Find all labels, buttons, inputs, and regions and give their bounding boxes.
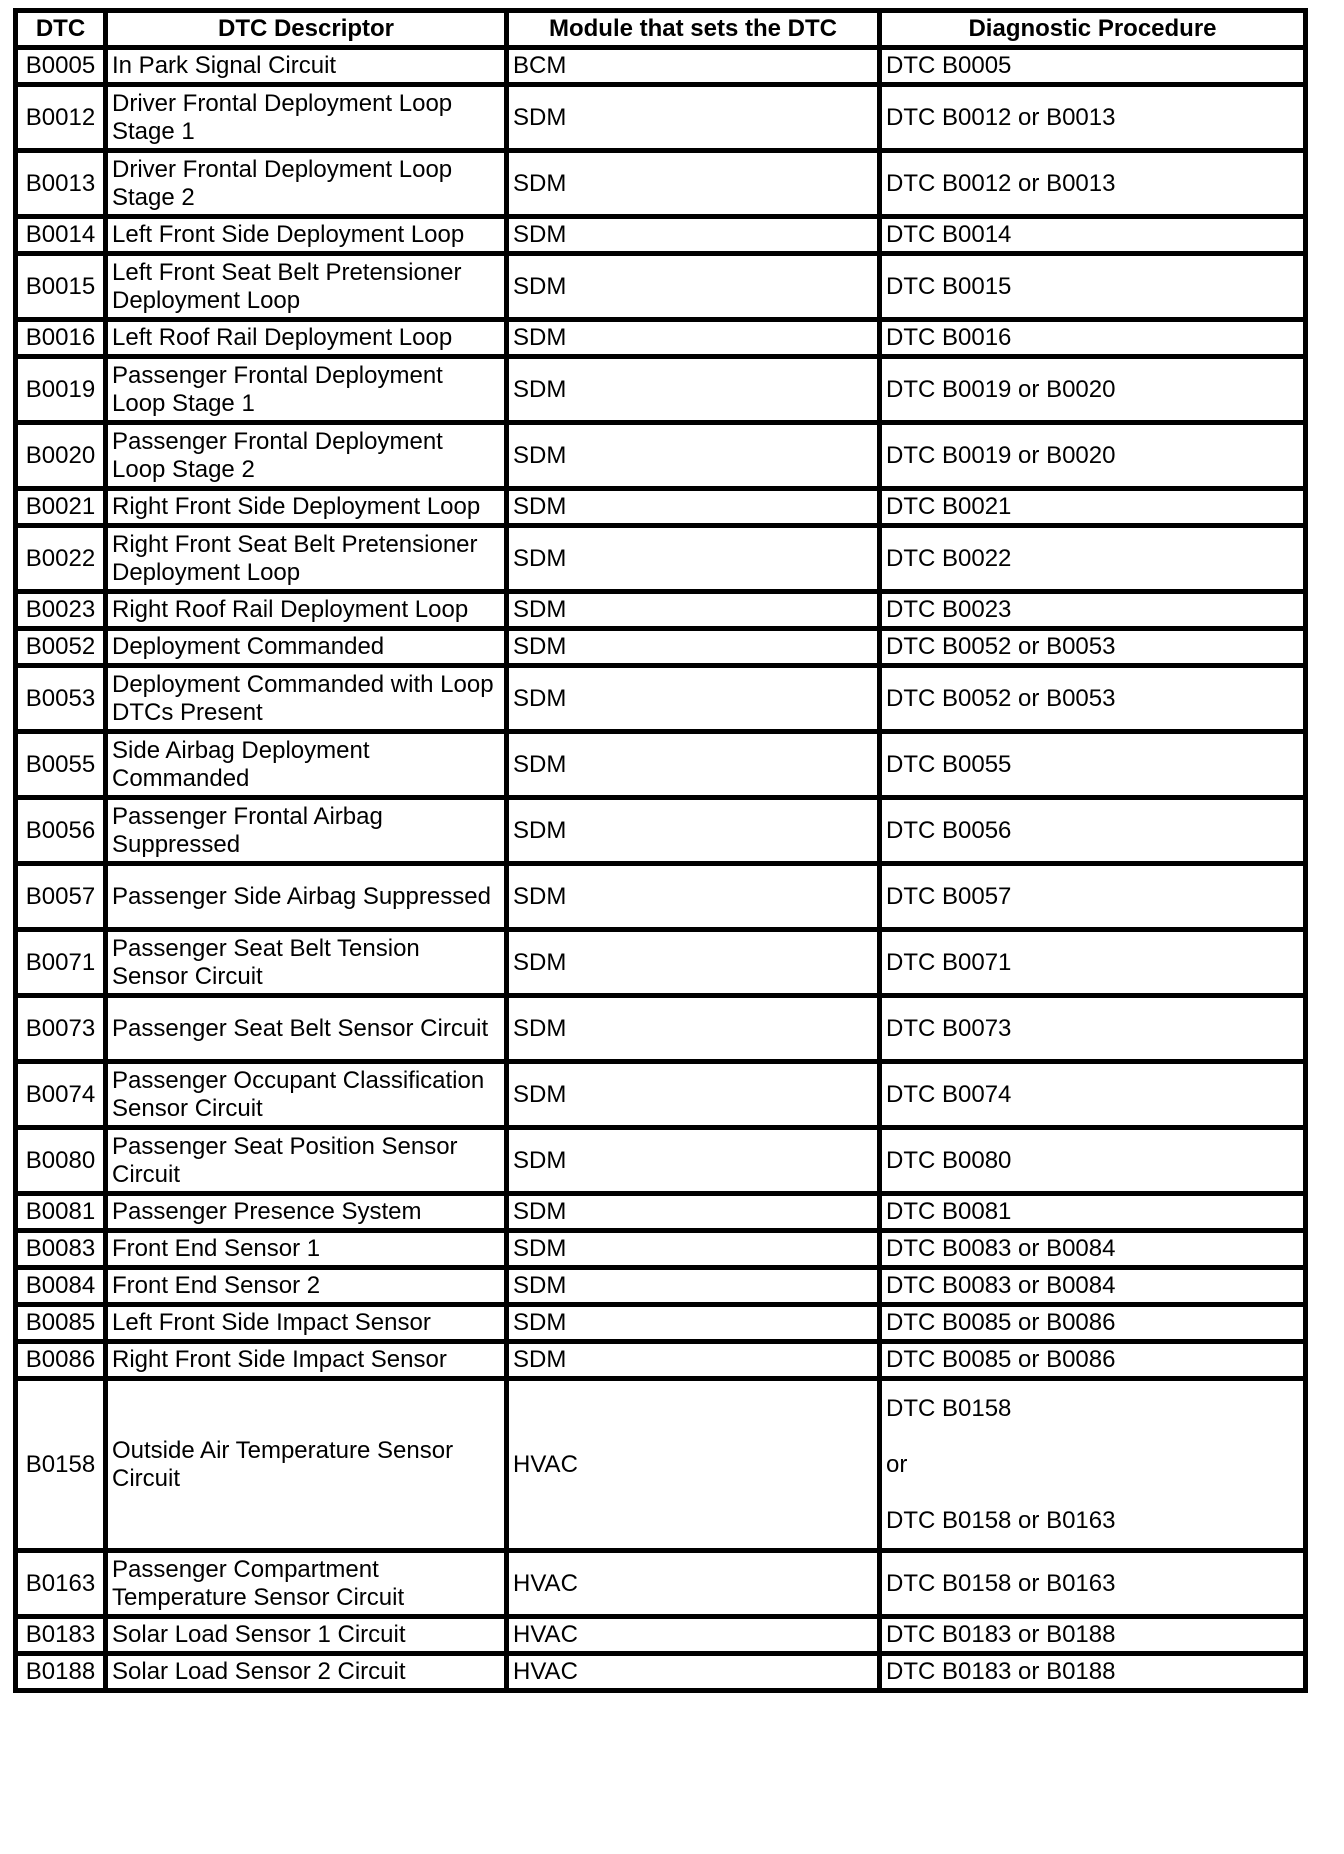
dtc-code-cell: B0023	[16, 592, 106, 629]
procedure-link[interactable]: DTC B0022	[886, 544, 1012, 572]
dtc-code-cell: B0073	[16, 996, 106, 1062]
diagnostic-procedure-cell	[880, 151, 1306, 217]
dtc-descriptor-cell: Passenger Occupant Classification Sensor Circuit	[106, 1062, 507, 1128]
dtc-descriptor-cell: Passenger Frontal Deployment Loop Stage 2	[106, 423, 507, 489]
procedure-link[interactable]: DTC B0021	[886, 493, 1012, 520]
diagnostic-procedure-cell	[880, 254, 1306, 320]
table-row	[16, 1342, 1306, 1379]
procedure-link	[886, 1423, 1299, 1451]
table-row	[16, 666, 1306, 732]
procedure-link[interactable]: DTC B0052 or B0053	[886, 684, 1116, 712]
procedure-link[interactable]: DTC B0019 or B0020	[886, 441, 1116, 469]
procedure-link[interactable]: DTC B0158	[886, 1394, 1012, 1422]
table-row	[16, 217, 1306, 254]
table-row	[16, 1654, 1306, 1691]
dtc-code-cell: B0158	[16, 1379, 106, 1551]
procedure-link[interactable]: DTC B0073	[886, 1014, 1012, 1042]
table-row	[16, 732, 1306, 798]
module-cell: SDM	[507, 254, 880, 320]
table-row	[16, 423, 1306, 489]
table-row	[16, 1551, 1306, 1617]
module-cell: SDM	[507, 930, 880, 996]
dtc-code-cell: B0016	[16, 320, 106, 357]
module-cell: SDM	[507, 1194, 880, 1231]
diagnostic-procedure-cell	[880, 48, 1306, 85]
dtc-code-cell: B0013	[16, 151, 106, 217]
dtc-descriptor-cell: Solar Load Sensor 2 Circuit	[106, 1654, 507, 1691]
module-cell: HVAC	[507, 1551, 880, 1617]
procedure-link[interactable]: DTC B0056	[886, 816, 1012, 844]
module-cell: SDM	[507, 798, 880, 864]
procedure-link[interactable]: DTC B0080	[886, 1146, 1012, 1174]
procedure-link[interactable]: DTC B0083 or B0084	[886, 1235, 1116, 1262]
table-row	[16, 151, 1306, 217]
table-row	[16, 592, 1306, 629]
procedure-link[interactable]: DTC B0085 or B0086	[886, 1309, 1116, 1336]
header-descriptor: DTC Descriptor	[106, 11, 507, 48]
procedure-link[interactable]: DTC B0074	[886, 1080, 1012, 1108]
table-body	[16, 48, 1306, 1691]
table-row	[16, 1062, 1306, 1128]
module-cell: SDM	[507, 592, 880, 629]
procedure-link[interactable]: DTC B0183 or B0188	[886, 1658, 1116, 1685]
dtc-descriptor-cell: Left Front Side Impact Sensor	[106, 1305, 507, 1342]
diagnostic-procedure-cell	[880, 526, 1306, 592]
module-cell: SDM	[507, 629, 880, 666]
diagnostic-procedure-cell	[880, 320, 1306, 357]
dtc-code-cell: B0056	[16, 798, 106, 864]
module-cell: SDM	[507, 1342, 880, 1379]
dtc-code-cell: B0053	[16, 666, 106, 732]
dtc-descriptor-cell: Passenger Seat Position Sensor Circuit	[106, 1128, 507, 1194]
dtc-descriptor-cell: Front End Sensor 1	[106, 1231, 507, 1268]
procedure-link[interactable]: DTC B0158 or B0163	[886, 1506, 1116, 1534]
module-cell: SDM	[507, 996, 880, 1062]
module-cell: SDM	[507, 1268, 880, 1305]
dtc-descriptor-cell: Side Airbag Deployment Commanded	[106, 732, 507, 798]
dtc-code-cell: B0163	[16, 1551, 106, 1617]
dtc-descriptor-cell: Deployment Commanded with Loop DTCs Present	[106, 666, 507, 732]
module-cell: SDM	[507, 1062, 880, 1128]
procedure-link[interactable]: DTC B0158 or B0163	[886, 1569, 1116, 1597]
module-cell: SDM	[507, 732, 880, 798]
module-cell: SDM	[507, 1231, 880, 1268]
table-row	[16, 85, 1306, 151]
procedure-link[interactable]: DTC B0071	[886, 948, 1012, 976]
diagnostic-procedure-cell	[880, 592, 1306, 629]
table-row	[16, 629, 1306, 666]
diagnostic-procedure-cell	[880, 85, 1306, 151]
procedure-link[interactable]: DTC B0183 or B0188	[886, 1621, 1116, 1648]
dtc-code-cell: B0083	[16, 1231, 106, 1268]
dtc-code-cell: B0022	[16, 526, 106, 592]
table-row	[16, 254, 1306, 320]
dtc-descriptor-cell: In Park Signal Circuit	[106, 48, 507, 85]
procedure-link[interactable]: DTC B0023	[886, 596, 1012, 623]
dtc-code-cell: B0052	[16, 629, 106, 666]
dtc-descriptor-cell: Right Front Side Impact Sensor	[106, 1342, 507, 1379]
dtc-code-cell: B0188	[16, 1654, 106, 1691]
diagnostic-procedure-cell	[880, 1654, 1306, 1691]
diagnostic-procedure-cell	[880, 930, 1306, 996]
module-cell: SDM	[507, 85, 880, 151]
dtc-descriptor-cell: Right Front Side Deployment Loop	[106, 489, 507, 526]
header-procedure: Diagnostic Procedure	[880, 11, 1306, 48]
diagnostic-procedure-cell	[880, 1379, 1306, 1551]
module-cell: SDM	[507, 1128, 880, 1194]
table-row	[16, 320, 1306, 357]
diagnostic-procedure-cell	[880, 798, 1306, 864]
dtc-descriptor-cell: Passenger Compartment Temperature Sensor Circuit	[106, 1551, 507, 1617]
diagnostic-procedure-cell	[880, 1194, 1306, 1231]
table-row	[16, 1231, 1306, 1268]
table-row	[16, 864, 1306, 930]
dtc-code-cell: B0081	[16, 1194, 106, 1231]
module-cell: SDM	[507, 489, 880, 526]
dtc-code-cell: B0084	[16, 1268, 106, 1305]
dtc-code-cell: B0057	[16, 864, 106, 930]
diagnostic-procedure-cell	[880, 217, 1306, 254]
table-row	[16, 48, 1306, 85]
diagnostic-procedure-cell	[880, 1268, 1306, 1305]
module-cell: HVAC	[507, 1617, 880, 1654]
procedure-link[interactable]: DTC B0052 or B0053	[886, 633, 1116, 660]
procedure-link[interactable]: DTC B0005	[886, 52, 1012, 79]
table-row	[16, 357, 1306, 423]
procedure-link[interactable]: or	[886, 1450, 908, 1478]
module-cell: SDM	[507, 526, 880, 592]
table-row	[16, 1128, 1306, 1194]
dtc-descriptor-cell: Solar Load Sensor 1 Circuit	[106, 1617, 507, 1654]
diagnostic-procedure-cell	[880, 629, 1306, 666]
module-cell: BCM	[507, 48, 880, 85]
diagnostic-procedure-cell	[880, 1305, 1306, 1342]
dtc-code-cell: B0074	[16, 1062, 106, 1128]
table-row	[16, 798, 1306, 864]
dtc-code-cell: B0012	[16, 85, 106, 151]
procedure-link[interactable]: DTC B0081	[886, 1198, 1012, 1225]
dtc-descriptor-cell: Deployment Commanded	[106, 629, 507, 666]
dtc-descriptor-cell: Passenger Frontal Deployment Loop Stage 1	[106, 357, 507, 423]
table-row	[16, 1617, 1306, 1654]
dtc-code-cell: B0085	[16, 1305, 106, 1342]
procedure-link[interactable]: DTC B0083 or B0084	[886, 1272, 1116, 1299]
header-module: Module that sets the DTC	[507, 11, 880, 48]
module-cell: SDM	[507, 357, 880, 423]
header-row	[16, 11, 1306, 48]
diagnostic-procedure-cell	[880, 1231, 1306, 1268]
procedure-link[interactable]: DTC B0012 or B0013	[886, 103, 1116, 131]
module-cell: SDM	[507, 864, 880, 930]
dtc-code-cell: B0071	[16, 930, 106, 996]
dtc-descriptor-cell: Passenger Presence System	[106, 1194, 507, 1231]
table-row	[16, 489, 1306, 526]
dtc-descriptor-cell: Left Front Side Deployment Loop	[106, 217, 507, 254]
diagnostic-procedure-cell	[880, 1551, 1306, 1617]
table-row	[16, 1268, 1306, 1305]
dtc-code-cell: B0055	[16, 732, 106, 798]
dtc-descriptor-cell: Passenger Seat Belt Sensor Circuit	[106, 996, 507, 1062]
table-row	[16, 930, 1306, 996]
module-cell: SDM	[507, 1305, 880, 1342]
module-cell: SDM	[507, 320, 880, 357]
module-cell: HVAC	[507, 1379, 880, 1551]
dtc-code-cell: B0080	[16, 1128, 106, 1194]
module-cell: HVAC	[507, 1654, 880, 1691]
diagnostic-procedure-cell	[880, 1062, 1306, 1128]
procedure-link[interactable]: DTC B0014	[886, 221, 1012, 248]
dtc-code-cell: B0183	[16, 1617, 106, 1654]
diagnostic-procedure-cell	[880, 996, 1306, 1062]
dtc-code-cell: B0014	[16, 217, 106, 254]
diagnostic-procedure-cell	[880, 489, 1306, 526]
dtc-descriptor-cell: Driver Frontal Deployment Loop Stage 2	[106, 151, 507, 217]
diagnostic-procedure-cell	[880, 666, 1306, 732]
dtc-descriptor-cell: Right Roof Rail Deployment Loop	[106, 592, 507, 629]
dtc-descriptor-cell: Passenger Seat Belt Tension Sensor Circuit	[106, 930, 507, 996]
diagnostic-procedure-cell	[880, 1128, 1306, 1194]
table-row	[16, 1194, 1306, 1231]
table-row	[16, 526, 1306, 592]
procedure-link[interactable]: DTC B0055	[886, 750, 1012, 778]
dtc-descriptor-cell: Front End Sensor 2	[106, 1268, 507, 1305]
diagnostic-procedure-cell	[880, 1617, 1306, 1654]
diagnostic-procedure-cell	[880, 864, 1306, 930]
diagnostic-procedure-cell	[880, 423, 1306, 489]
dtc-descriptor-cell: Driver Frontal Deployment Loop Stage 1	[106, 85, 507, 151]
diagnostic-procedure-cell	[880, 732, 1306, 798]
procedure-link[interactable]: DTC B0015	[886, 272, 1012, 300]
dtc-code-cell: B0020	[16, 423, 106, 489]
dtc-table	[13, 8, 1308, 1693]
procedure-link[interactable]: DTC B0016	[886, 324, 1012, 351]
procedure-link[interactable]: DTC B0012 or B0013	[886, 169, 1116, 197]
header-dtc: DTC	[16, 11, 106, 48]
diagnostic-procedure-cell	[880, 1342, 1306, 1379]
dtc-descriptor-cell: Right Front Seat Belt Pretensioner Deployment Loop	[106, 526, 507, 592]
dtc-code-cell: B0015	[16, 254, 106, 320]
procedure-link[interactable]: DTC B0019 or B0020	[886, 375, 1116, 403]
dtc-code-cell: B0086	[16, 1342, 106, 1379]
table-row	[16, 996, 1306, 1062]
dtc-descriptor-cell: Left Roof Rail Deployment Loop	[106, 320, 507, 357]
dtc-code-cell: B0019	[16, 357, 106, 423]
table-row	[16, 1305, 1306, 1342]
module-cell: SDM	[507, 217, 880, 254]
procedure-link[interactable]: DTC B0085 or B0086	[886, 1346, 1116, 1373]
dtc-descriptor-cell: Passenger Frontal Airbag Suppressed	[106, 798, 507, 864]
dtc-descriptor-cell: Passenger Side Airbag Suppressed	[106, 864, 507, 930]
module-cell: SDM	[507, 151, 880, 217]
dtc-descriptor-cell: Left Front Seat Belt Pretensioner Deployment Loop	[106, 254, 507, 320]
dtc-descriptor-cell: Outside Air Temperature Sensor Circuit	[106, 1379, 507, 1551]
procedure-link	[886, 1479, 1299, 1507]
diagnostic-procedure-cell	[880, 357, 1306, 423]
dtc-code-cell: B0021	[16, 489, 106, 526]
module-cell: SDM	[507, 423, 880, 489]
module-cell: SDM	[507, 666, 880, 732]
table-row	[16, 1379, 1306, 1551]
dtc-code-cell: B0005	[16, 48, 106, 85]
procedure-link[interactable]: DTC B0057	[886, 882, 1012, 910]
